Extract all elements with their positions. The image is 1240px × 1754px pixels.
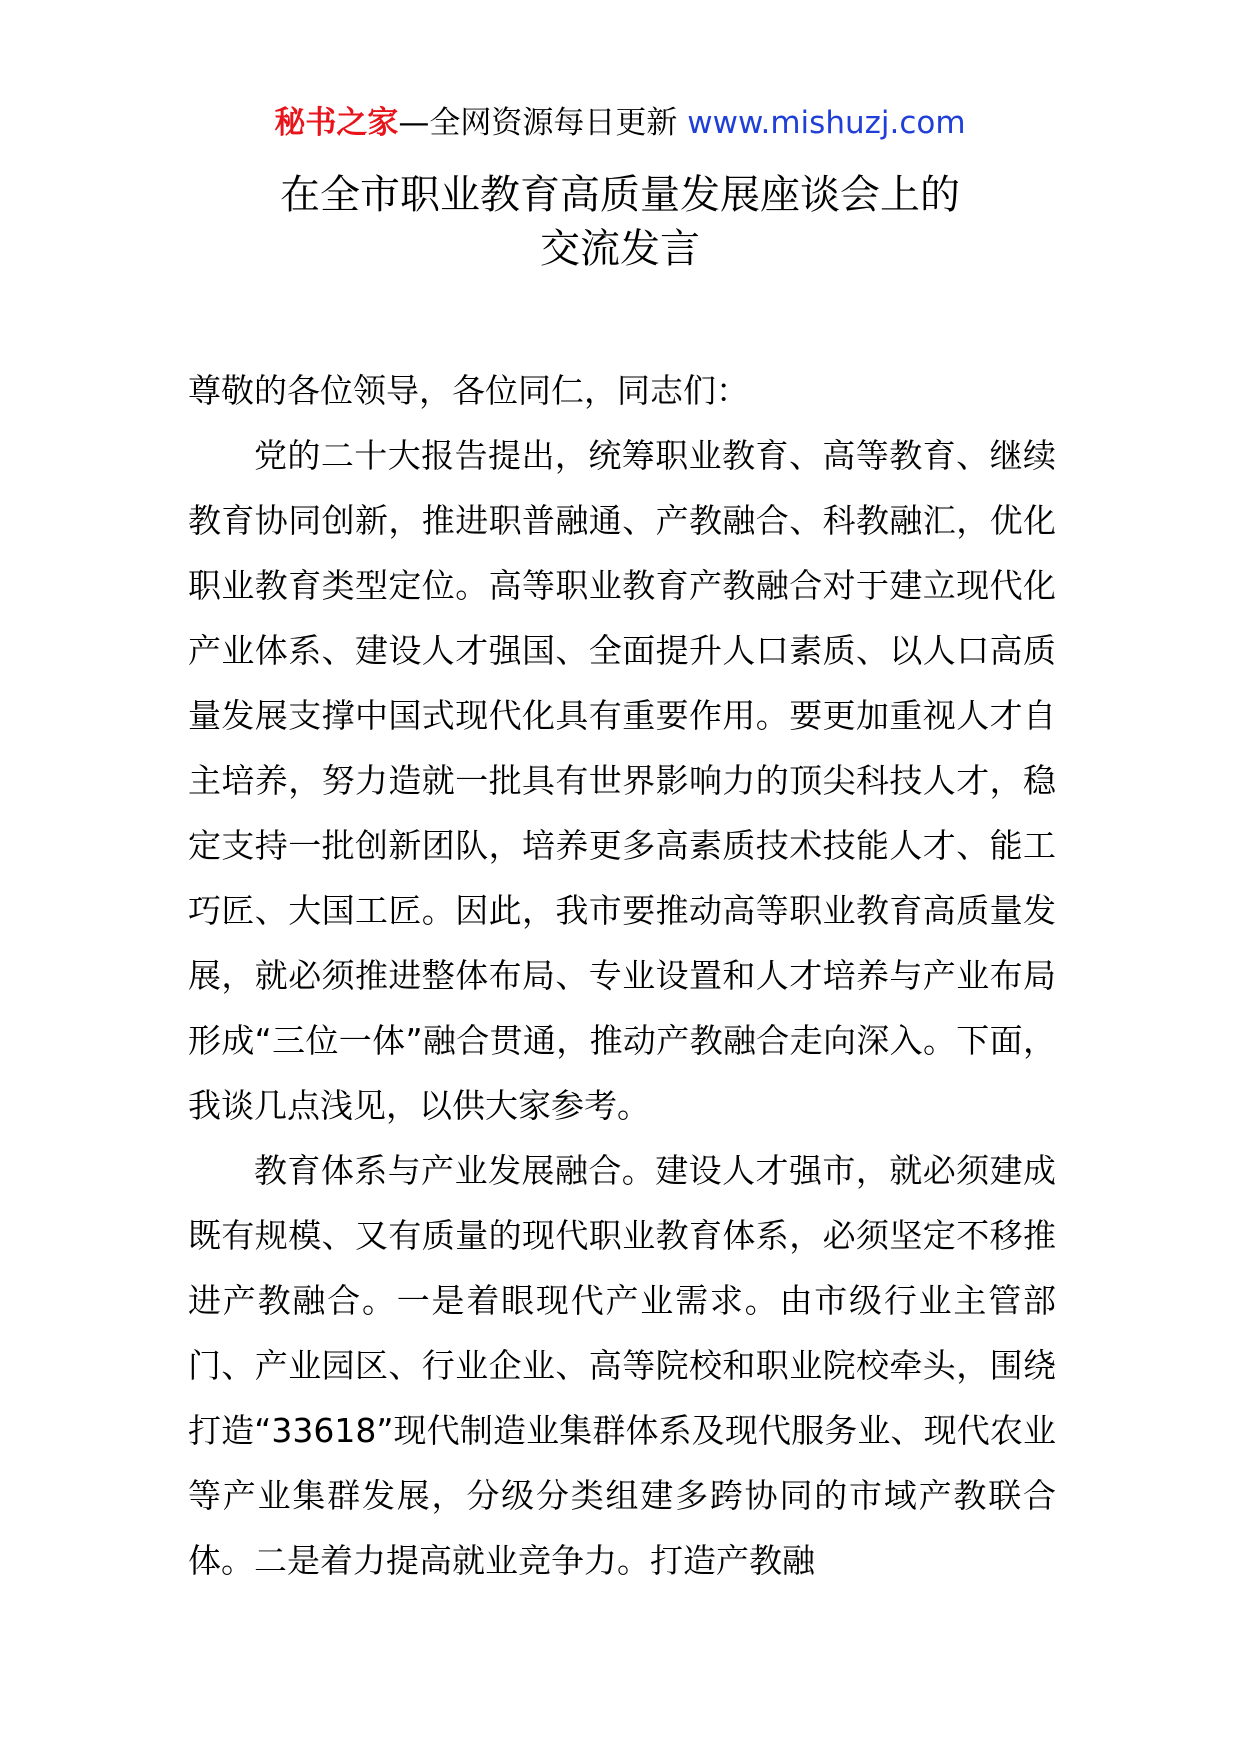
title-line-1: 在全市职业教育高质量发展座谈会上的: [280, 172, 960, 218]
document-body: [188, 358, 1056, 1593]
site-banner: [0, 103, 1240, 143]
paragraph-1: 党的二十大报告提出，统筹职业教育、高等教育、继续教育协同创新，推进职普融通、产教融合、科教融汇，优化职业教育类型定位。高等职业教育产教融合对于建立现代化产业体系、建设人才强国、全面提升人口素质、以人口高质量发展支撑中国式现代化具有重要作用。要更加重视人才自主培养，努力造就一批具有世界影响力的顶尖科技人才，稳定支持一批创新团队，培养更多高素质技术技能人才、能工巧匠、大国工匠。因此，我市要推动高等职业教育高质量发展，就必须推进整体布局、专业设置和人才培养与产业布局形成“三位一体”融合贯通，推动产教融合走向深入。下面，我谈几点浅见，以供大家参考。: [188, 436, 1056, 1125]
banner-url[interactable]: www.mishuzj.com: [687, 105, 966, 141]
banner-brand: 秘书之家: [274, 105, 399, 141]
banner-slogan: —全网资源每日更新: [398, 105, 688, 141]
salutation: 尊敬的各位领导，各位同仁，同志们：: [188, 371, 749, 410]
title-line-2: 交流发言: [540, 226, 700, 272]
document-title: [0, 168, 1240, 276]
paragraph-2: 教育体系与产业发展融合。建设人才强市，就必须建成既有规模、又有质量的现代职业教育体系，必须坚定不移推进产教融合。一是着眼现代产业需求。由市级行业主管部门、产业园区、行业企业、高等院校和职业院校牵头，围绕打造“33618”现代制造业集群体系及现代服务业、现代农业等产业集群发展，分级分类组建多跨协同的市域产教联合体。二是着力提高就业竞争力。打造产教融: [188, 1151, 1056, 1580]
